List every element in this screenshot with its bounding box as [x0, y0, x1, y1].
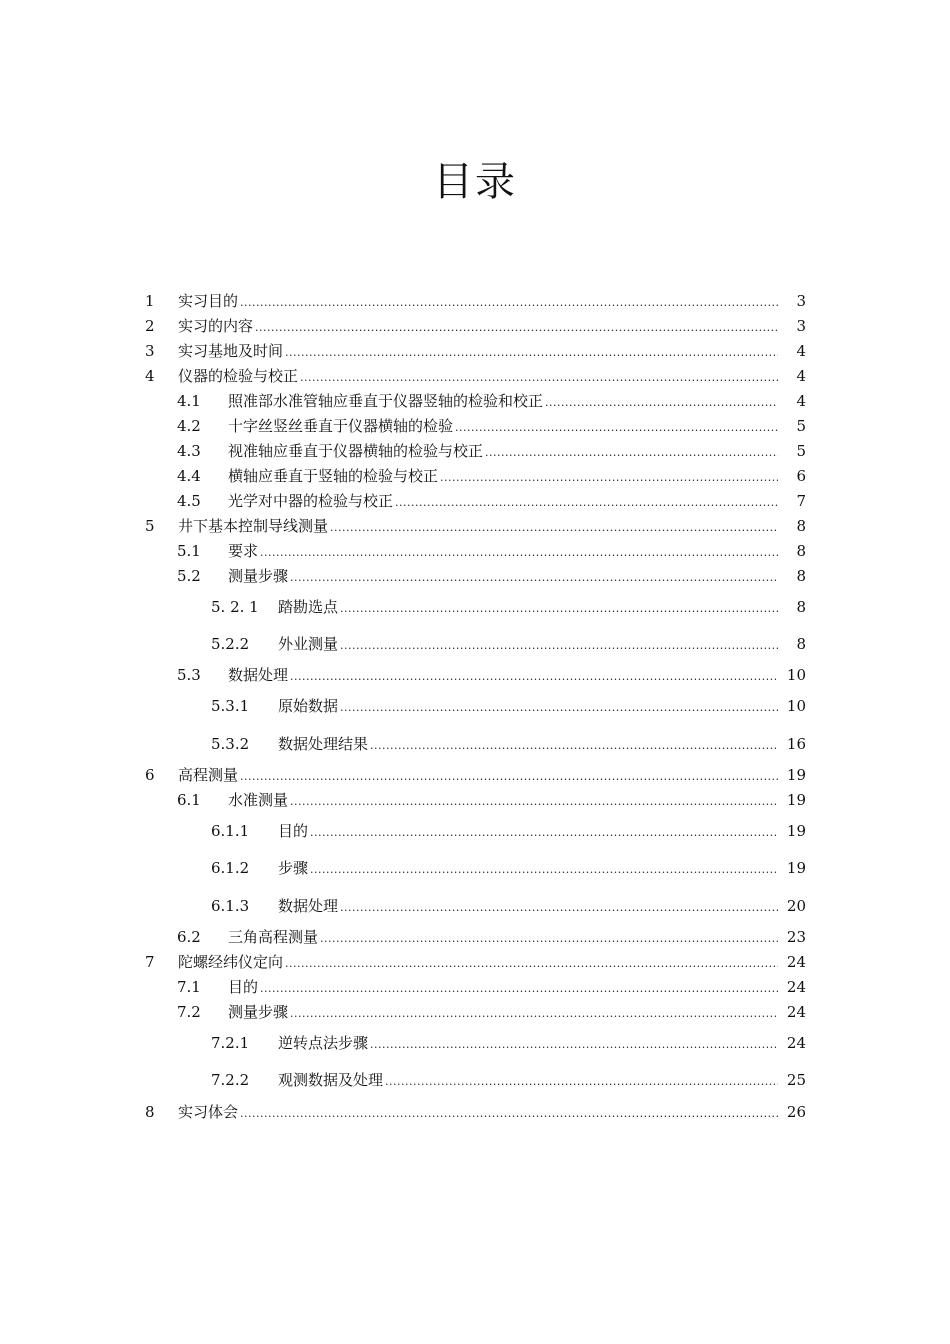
toc-entry-number: 1 — [145, 292, 155, 310]
toc-entry-page: 4 — [796, 392, 806, 410]
toc-entry-label: 十字丝竖丝垂直于仪器横轴的检验 — [228, 417, 454, 435]
toc-entry-label: 光学对中器的检验与校正 — [228, 492, 394, 510]
dot-leader — [290, 664, 778, 686]
toc-entry-label: 原始数据 — [278, 697, 339, 715]
toc-entry-line — [228, 926, 806, 948]
toc-entry-number: 4.1 — [177, 392, 201, 410]
toc-entry-label: 三角高程测量 — [228, 928, 319, 946]
toc-entry-number: 6.2 — [177, 928, 201, 946]
toc-entry-number: 6.1 — [177, 791, 201, 809]
toc-entry-number: 3 — [145, 342, 155, 360]
toc-entry-number: 8 — [145, 1103, 155, 1121]
toc-entry-label: 踏勘选点 — [278, 598, 339, 616]
toc-entry[interactable] — [0, 315, 950, 337]
toc-entry-number: 4.5 — [177, 492, 201, 510]
toc-entry-page: 6 — [796, 467, 806, 485]
toc-entry-page: 24 — [786, 953, 806, 971]
toc-entry-label: 井下基本控制导线测量 — [178, 517, 329, 535]
toc-entry-line — [228, 440, 806, 462]
toc-entry-line — [278, 596, 806, 618]
toc-entry-page: 8 — [796, 567, 806, 585]
dot-leader — [240, 764, 778, 786]
toc-entry-line — [278, 1069, 806, 1091]
toc-entry-number: 6.1.2 — [211, 859, 250, 877]
toc-entry-label: 逆转点法步骤 — [278, 1034, 369, 1052]
toc-entry-page: 8 — [796, 542, 806, 560]
toc-entry-label: 高程测量 — [178, 766, 239, 784]
toc-entry[interactable] — [0, 290, 950, 312]
toc-entry-line — [178, 951, 806, 973]
toc-entry[interactable] — [0, 895, 950, 917]
toc-entry-label: 照准部水准管轴应垂直于仪器竖轴的检验和校正 — [228, 392, 544, 410]
dot-leader — [370, 1032, 778, 1054]
dot-leader — [485, 440, 778, 462]
toc-entry[interactable] — [0, 926, 950, 948]
toc-entry-label: 观测数据及处理 — [278, 1071, 384, 1089]
dot-leader — [330, 515, 778, 537]
toc-entry[interactable] — [0, 764, 950, 786]
toc-entry-label: 测量步骤 — [228, 1003, 289, 1021]
toc-entry[interactable] — [0, 695, 950, 717]
toc-entry-page: 16 — [786, 735, 806, 753]
dot-leader — [290, 789, 778, 811]
toc-entry-number: 5.1 — [177, 542, 201, 560]
toc-entry-line — [278, 820, 806, 842]
toc-entry-label: 实习体会 — [178, 1103, 239, 1121]
dot-leader — [440, 465, 778, 487]
dot-leader — [340, 895, 778, 917]
toc-entry-page: 24 — [786, 978, 806, 996]
toc-entry-label: 实习目的 — [178, 292, 239, 310]
toc-entry-page: 24 — [786, 1003, 806, 1021]
dot-leader — [320, 926, 778, 948]
toc-entry-line — [278, 695, 806, 717]
toc-entry-page: 7 — [796, 492, 806, 510]
toc-entry-number: 5.3.1 — [211, 697, 250, 715]
toc-entry-label: 目的 — [278, 822, 309, 840]
toc-entry[interactable] — [0, 1001, 950, 1023]
dot-leader — [260, 976, 778, 998]
toc-entry-label: 仪器的检验与校正 — [178, 367, 299, 385]
toc-entry[interactable] — [0, 340, 950, 362]
toc-entry-line — [278, 895, 806, 917]
toc-entry-label: 陀螺经纬仪定向 — [178, 953, 284, 971]
toc-entry-number: 5 — [145, 517, 155, 535]
toc-entry-label: 数据处理 — [228, 666, 289, 684]
dot-leader — [340, 633, 778, 655]
toc-entry-label: 横轴应垂直于竖轴的检验与校正 — [228, 467, 439, 485]
toc-entry[interactable] — [0, 733, 950, 755]
dot-leader — [260, 540, 778, 562]
toc-entry-line — [178, 764, 806, 786]
dot-leader — [340, 596, 778, 618]
toc-entry-label: 测量步骤 — [228, 567, 289, 585]
dot-leader — [300, 365, 778, 387]
toc-entry[interactable] — [0, 565, 950, 587]
toc-entry-number: 4.2 — [177, 417, 201, 435]
toc-entry-line — [228, 415, 806, 437]
toc-entry-label: 要求 — [228, 542, 259, 560]
toc-entry-line — [178, 340, 806, 362]
toc-entry-number: 5. 2. 1 — [211, 598, 259, 616]
toc-entry-label: 实习的内容 — [178, 317, 254, 335]
toc-entry-page: 10 — [786, 697, 806, 715]
toc-entry-number: 5.3 — [177, 666, 201, 684]
toc-entry[interactable] — [0, 857, 950, 879]
toc-entry[interactable] — [0, 490, 950, 512]
toc-entry-page: 8 — [796, 635, 806, 653]
toc-entry[interactable] — [0, 789, 950, 811]
toc-entry-line — [228, 1001, 806, 1023]
toc-entry-line — [228, 490, 806, 512]
toc-entry-page: 23 — [786, 928, 806, 946]
toc-entry-label: 步骤 — [278, 859, 309, 877]
toc-entry-page: 19 — [786, 766, 806, 784]
toc-entry-page: 20 — [786, 897, 806, 915]
dot-leader — [370, 733, 778, 755]
toc-entry-label: 数据处理 — [278, 897, 339, 915]
dot-leader — [340, 695, 778, 717]
toc-entry-line — [228, 789, 806, 811]
toc-entry-page: 3 — [796, 317, 806, 335]
toc-entry-line — [178, 365, 806, 387]
toc-entry-line — [228, 540, 806, 562]
dot-leader — [310, 857, 778, 879]
toc-entry[interactable] — [0, 633, 950, 655]
toc-entry[interactable] — [0, 1101, 950, 1123]
toc-entry-page: 5 — [796, 442, 806, 460]
toc-entry-line — [178, 290, 806, 312]
toc-entry-page: 25 — [786, 1071, 806, 1089]
toc-entry-page: 4 — [796, 367, 806, 385]
toc-entry-number: 5.2 — [177, 567, 201, 585]
toc-entry[interactable] — [0, 365, 950, 387]
toc-entry-number: 7.2.1 — [211, 1034, 250, 1052]
toc-entry-number: 5.3.2 — [211, 735, 250, 753]
dot-leader — [290, 1001, 778, 1023]
toc-entry-line — [178, 1101, 806, 1123]
dot-leader — [255, 315, 778, 337]
toc-entry-number: 2 — [145, 317, 155, 335]
toc-entry-page: 19 — [786, 859, 806, 877]
toc-entry-page: 10 — [786, 666, 806, 684]
toc-entry[interactable] — [0, 1032, 950, 1054]
dot-leader — [285, 340, 778, 362]
toc-entry-number: 7.2.2 — [211, 1071, 250, 1089]
toc-entry-number: 7.2 — [177, 1003, 201, 1021]
toc-entry[interactable] — [0, 440, 950, 462]
page-title: 目录 — [433, 159, 517, 205]
toc-entry-line — [278, 633, 806, 655]
toc-entry-label: 目的 — [228, 978, 259, 996]
toc-entry[interactable] — [0, 1069, 950, 1091]
toc-entry-line — [228, 664, 806, 686]
toc-entry-number: 7 — [145, 953, 155, 971]
toc-entry-line — [278, 733, 806, 755]
toc-entry-line — [228, 565, 806, 587]
dot-leader — [545, 390, 778, 412]
dot-leader — [240, 1101, 778, 1123]
toc-entry-line — [228, 976, 806, 998]
toc-entry[interactable] — [0, 390, 950, 412]
toc-entry-number: 4 — [145, 367, 155, 385]
dot-leader — [310, 820, 778, 842]
toc-entry[interactable] — [0, 540, 950, 562]
toc-entry[interactable] — [0, 465, 950, 487]
toc-entry-page: 19 — [786, 791, 806, 809]
toc-entry[interactable] — [0, 951, 950, 973]
toc-entry[interactable] — [0, 664, 950, 686]
toc-entry-page: 3 — [796, 292, 806, 310]
toc-entry-number: 5.2.2 — [211, 635, 250, 653]
toc-entry-number: 4.3 — [177, 442, 201, 460]
toc-entry-line — [228, 465, 806, 487]
toc-entry-number: 6.1.1 — [211, 822, 250, 840]
toc-entry-page: 5 — [796, 417, 806, 435]
toc-entry-line — [228, 390, 806, 412]
toc-entry-line — [178, 315, 806, 337]
dot-leader — [290, 565, 778, 587]
dot-leader — [285, 951, 778, 973]
toc-entry[interactable] — [0, 976, 950, 998]
dot-leader — [395, 490, 778, 512]
toc-entry-page: 24 — [786, 1034, 806, 1052]
toc-entry-line — [278, 857, 806, 879]
toc-entry-number: 6.1.3 — [211, 897, 250, 915]
toc-entry-line — [178, 515, 806, 537]
toc-entry-page: 19 — [786, 822, 806, 840]
toc-entry-page: 26 — [786, 1103, 806, 1121]
toc-entry[interactable] — [0, 596, 950, 618]
toc-entry-label: 视准轴应垂直于仪器横轴的检验与校正 — [228, 442, 484, 460]
toc-entry-label: 数据处理结果 — [278, 735, 369, 753]
toc-entry[interactable] — [0, 415, 950, 437]
toc-entry-number: 4.4 — [177, 467, 201, 485]
dot-leader — [385, 1069, 778, 1091]
toc-entry-page: 4 — [796, 342, 806, 360]
toc-entry-page: 8 — [796, 598, 806, 616]
toc-entry-number: 6 — [145, 766, 155, 784]
toc-entry[interactable] — [0, 515, 950, 537]
toc-entry-number: 7.1 — [177, 978, 201, 996]
dot-leader — [240, 290, 778, 312]
toc-entry[interactable] — [0, 820, 950, 842]
toc-entry-label: 水准测量 — [228, 791, 289, 809]
toc-entry-label: 实习基地及时间 — [178, 342, 284, 360]
toc-entry-page: 8 — [796, 517, 806, 535]
toc-entry-line — [278, 1032, 806, 1054]
dot-leader — [455, 415, 778, 437]
toc-entry-label: 外业测量 — [278, 635, 339, 653]
